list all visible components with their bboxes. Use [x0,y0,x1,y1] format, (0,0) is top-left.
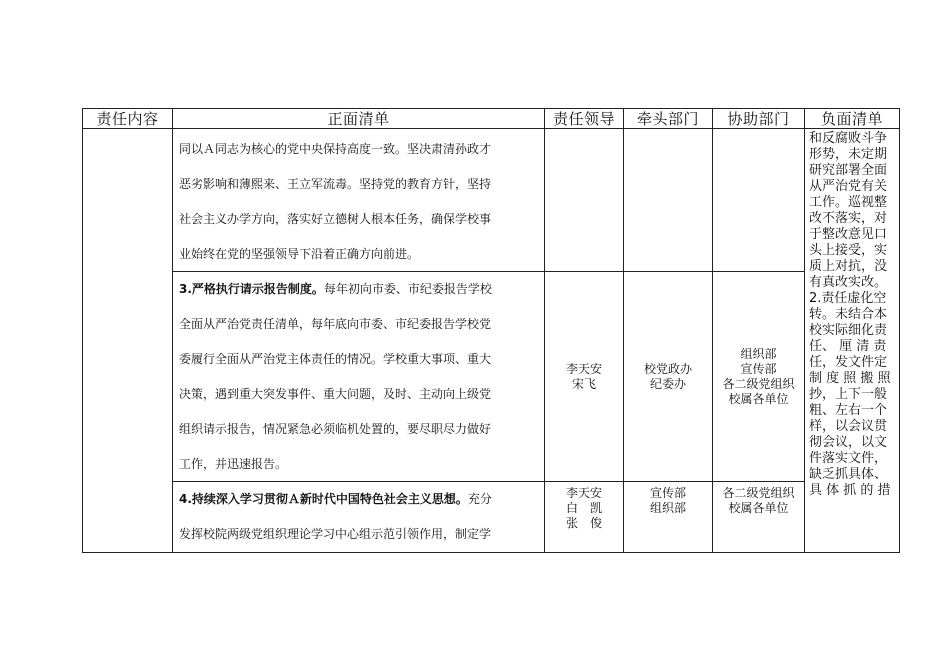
row2-lead-dept-cell [623,271,713,482]
negative-line: 从严治党有关 [809,179,888,194]
row1-line: 同以Ａ同志为核心的党中央保持高度一致。坚决肃清孙政才 [179,142,492,156]
negative-line: 有真改实改。 [809,275,888,290]
row3-leader-cell [544,481,624,553]
positive-list-row-3 [172,481,545,553]
assist-dept: 各二级党组织 [722,376,795,391]
row2-line: 决策，遇到重大突发事件、重大问题，及时、主动向上级党 [179,387,492,401]
assist-dept: 组织部 [740,346,777,361]
row1-assist-dept-cell [712,128,805,272]
row3-title: 4.持续深入学习贯彻Ａ新时代中国特色社会主义思想。 [179,492,468,506]
row2-line: 每年初向市委、市纪委报告学校 [323,282,492,296]
negative-line: 件落实文件， [809,451,888,466]
header-responsible-leader: 责任领导 [544,108,624,129]
positive-list-row-2 [172,271,545,482]
leader-name: 李天安 [565,361,602,376]
lead-dept: 组织部 [649,501,686,515]
negative-line: 任，发文件定 [809,355,888,370]
negative-line: 粗、左右一个 [809,403,888,418]
responsibility-table [82,108,900,553]
header-responsibility-content: 责任内容 [82,108,173,129]
row1-leader-cell [544,128,624,272]
negative-line: 和反腐败斗争 [809,131,888,146]
row3-line: 充分 [467,492,492,506]
header-negative-list: 负面清单 [804,108,900,129]
lead-dept: 宣传部 [649,486,686,500]
row2-line: 全面从严治党责任清单，每年底向市委、市纪委报告学校党 [179,317,492,331]
negative-line: 头上接受，实 [809,243,888,258]
leader-name: 白 凯 [565,501,602,515]
leader-name: 李天安 [565,486,602,500]
negative-line: 任、 厘 清 责 [809,339,887,354]
row1-line: 业始终在党的坚强领导下沿着正确方向前进。 [179,247,420,261]
row1-line: 社会主义办学方向，落实好立德树人根本任务，确保学校事 [179,212,492,226]
negative-line: 制 度 照 搬 照 [809,371,891,386]
leader-name: 宋飞 [571,376,596,391]
row2-line: 组织请示报告，情况紧急必须临机处置的，要尽职尽力做好 [179,422,492,436]
leader-name: 张 俊 [565,516,602,530]
assist-dept: 各二级党组织 [722,486,795,500]
negative-line: 研究部署全面 [809,163,888,178]
lead-dept: 校党政办 [643,361,692,376]
row1-line: 恶劣影响和薄熙来、王立军流毒。坚持党的教育方针，坚持 [179,177,492,191]
assist-dept: 校属各单位 [728,391,789,406]
negative-list-cell [804,128,900,553]
responsibility-content-cell [82,128,173,553]
header-positive-list: 正面清单 [172,108,545,129]
row2-line: 委履行全面从严治党主体责任的情况。学校重大事项、重大 [179,352,492,366]
row2-leader-cell [544,271,624,482]
negative-line: 改不落实，对 [809,211,888,226]
assist-dept: 校属各单位 [728,501,789,515]
positive-list-row-1 [172,128,545,272]
header-assist-department: 协助部门 [712,108,805,129]
negative-line: 抄，上下一般 [809,387,888,402]
row2-title: 3.严格执行请示报告制度。 [179,282,324,296]
negative-line: 彻会议，以文 [809,435,888,450]
header-lead-department: 牵头部门 [623,108,713,129]
negative-line: 校实际细化责 [809,323,888,338]
negative-line: 于整改意见口 [809,227,888,242]
negative-line: 具 体 抓 的 措 [809,483,891,498]
row3-lead-dept-cell [623,481,713,553]
row3-line: 发挥校院两级党组织理论学习中心组示范引领作用，制定学 [179,527,492,541]
row1-lead-dept-cell [623,128,713,272]
row3-assist-dept-cell [712,481,805,553]
negative-line: 质上对抗，没 [809,259,888,274]
negative-line: 样，以会议贯 [809,419,888,434]
row2-assist-dept-cell [712,271,805,482]
negative-line: 2.责任虚化空 [809,291,887,306]
negative-line: 工作。巡视整 [809,195,888,210]
negative-line: 形势，未定期 [809,147,888,162]
negative-line: 转。未结合本 [809,307,888,322]
row2-line: 工作，并迅速报告。 [179,457,288,471]
lead-dept: 纪委办 [649,376,686,391]
assist-dept: 宣传部 [740,361,777,376]
negative-line: 缺乏抓具体、 [809,467,888,482]
